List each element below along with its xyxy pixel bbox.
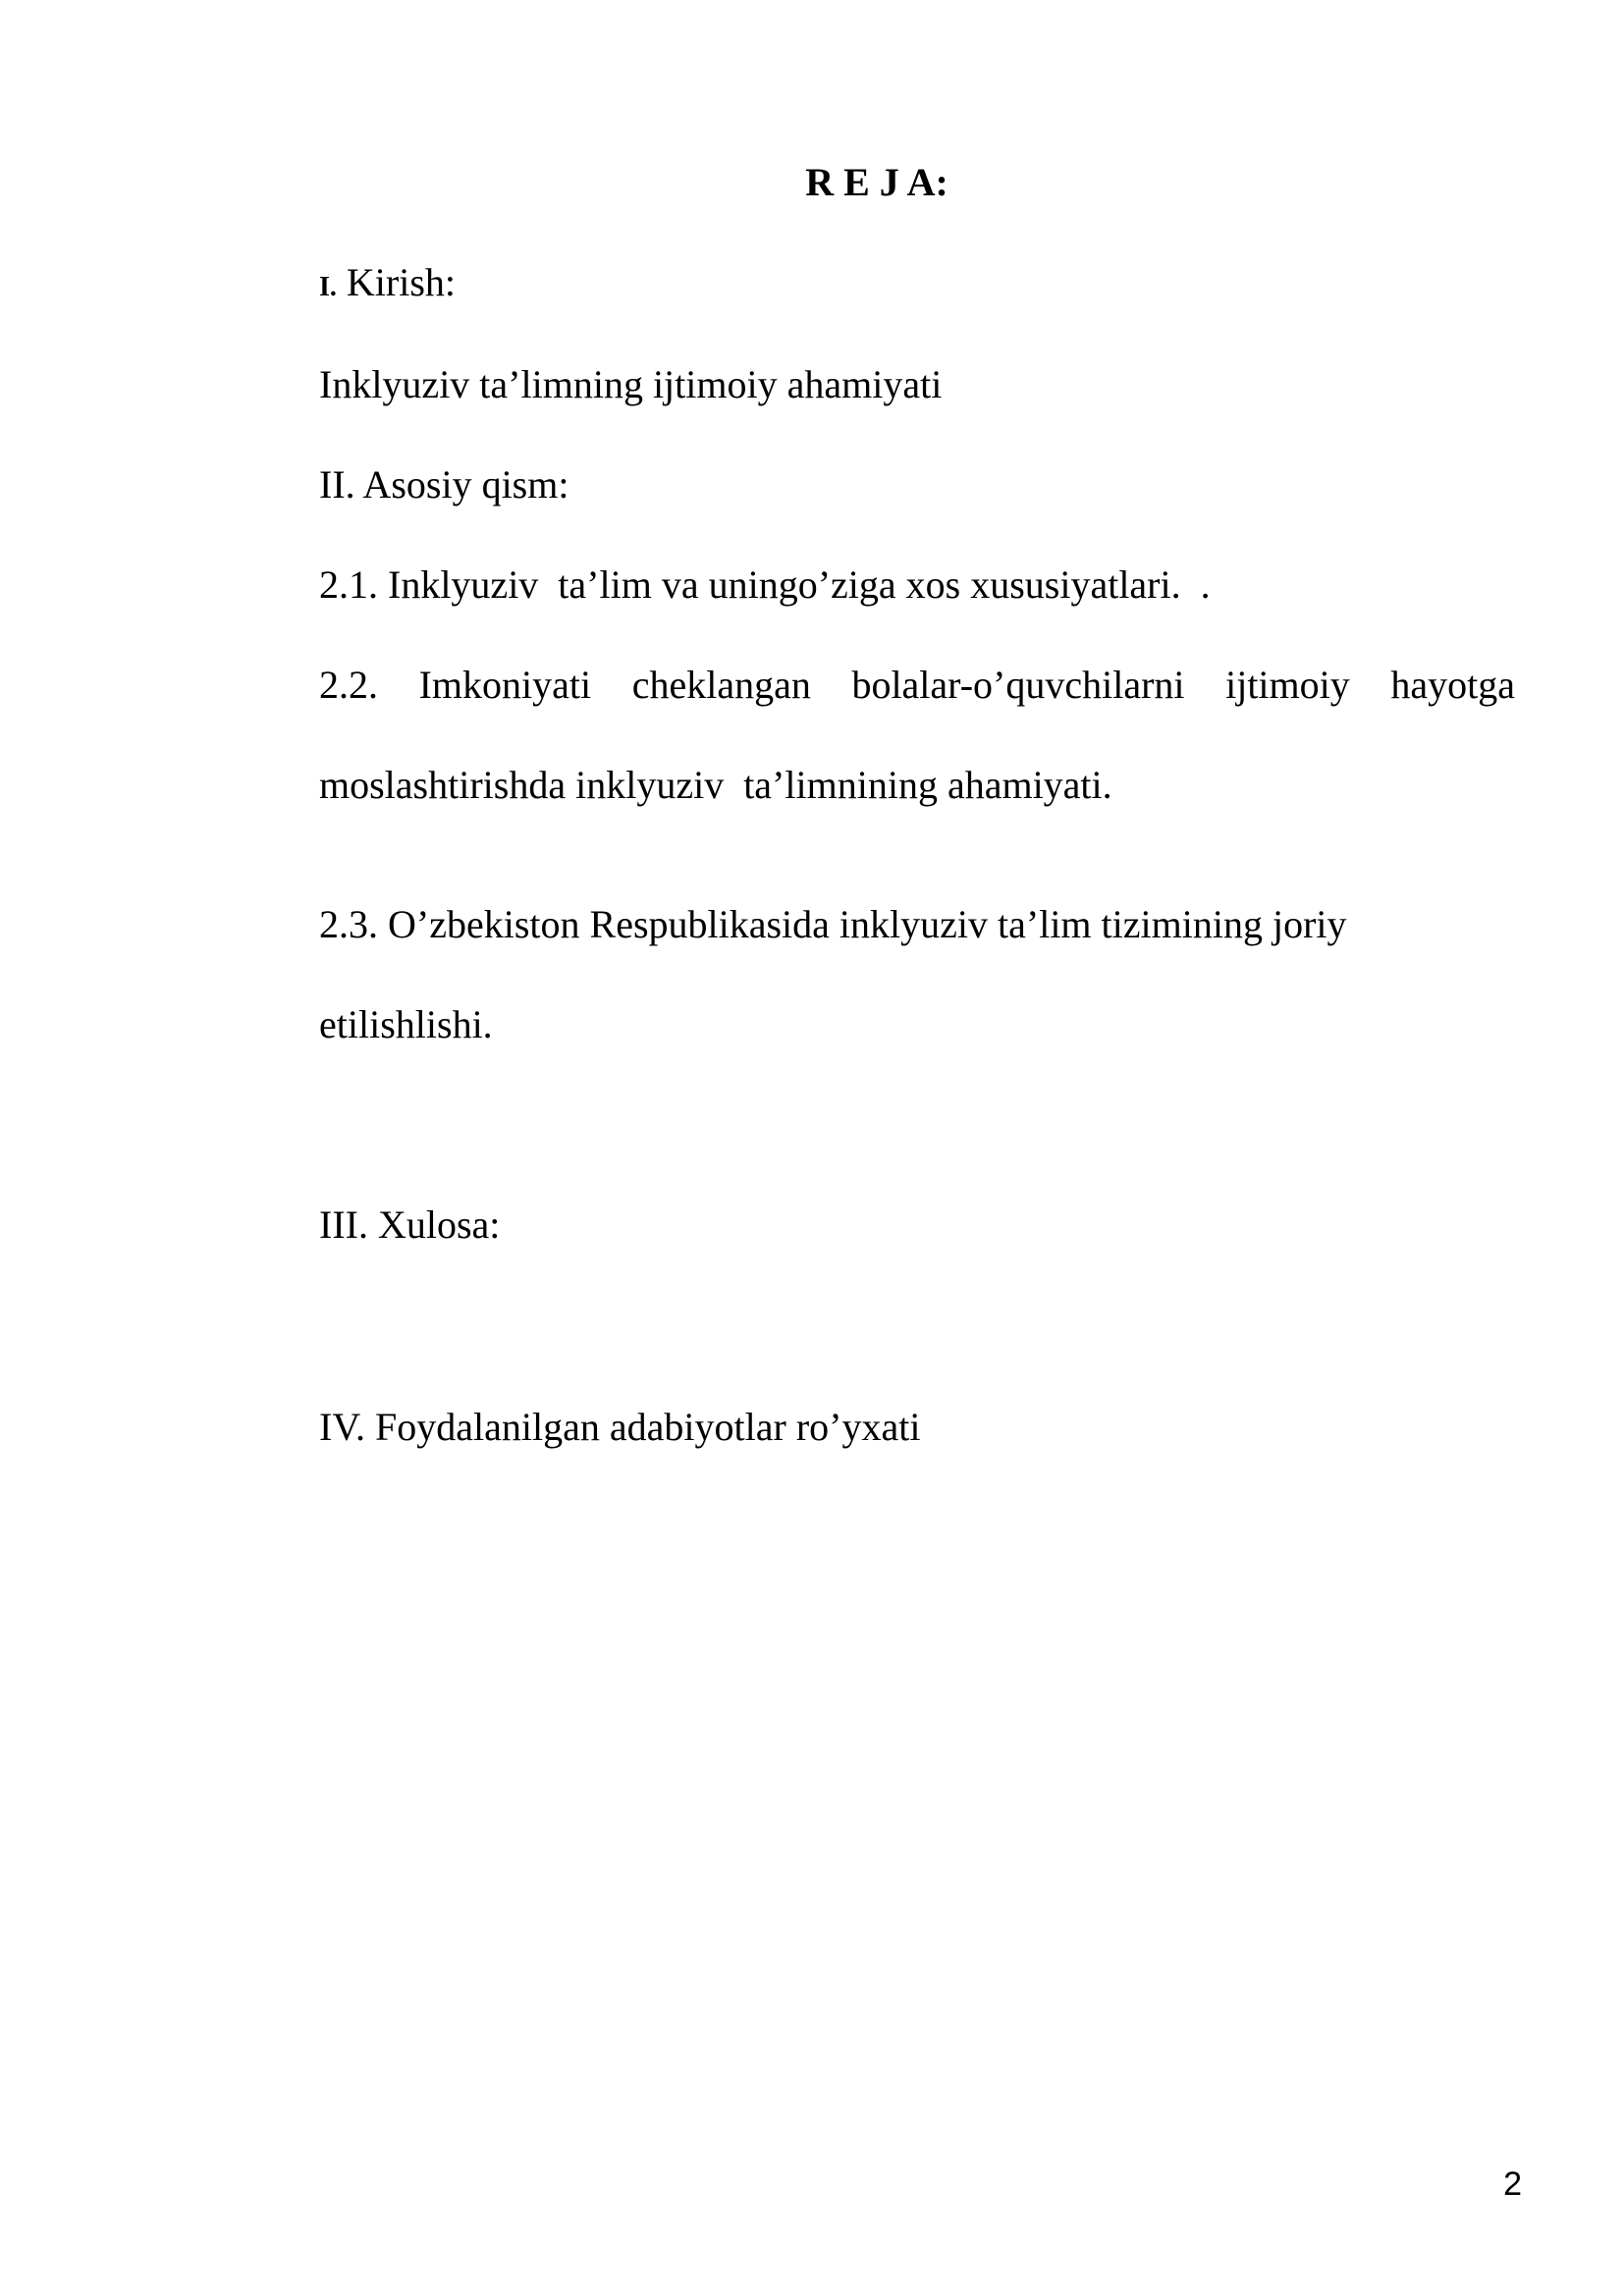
item-2-2-line2: moslashtirishda inklyuziv ta’limnining ahamiyati. (319, 763, 1112, 807)
kirish-label: Kirish: (336, 260, 457, 304)
item-xulosa: III. Xulosa: (319, 1202, 501, 1247)
item-kirish (319, 253, 1515, 317)
item-2-3-line2: etilishlishi. (319, 1002, 493, 1046)
plan-title: R E J A: (805, 160, 948, 204)
item-kirish-sub: Inklyuziv ta’limning ijtimoiy ahamiyati (319, 362, 943, 406)
kirish-numeral: I. (319, 272, 337, 302)
item-2-2-line1: 2.2. Imkoniyati cheklangan bolalar-o’quvchilarni ijtimoiy hayotga (319, 663, 1515, 707)
item-2-3-line1: 2.3. O’zbekiston Respublikasida inklyuziv ta’lim tizimining joriy (319, 902, 1347, 946)
item-2-1: 2.1. Inklyuziv ta’lim va uningo’ziga xos xususiyatlari. . (319, 562, 1211, 607)
item-asosiy: II. Asosiy qism: (319, 462, 569, 507)
item-adabiyot: IV. Foydalanilgan adabiyotlar ro’yxati (319, 1405, 921, 1449)
page-number: 2 (1503, 2165, 1522, 2203)
